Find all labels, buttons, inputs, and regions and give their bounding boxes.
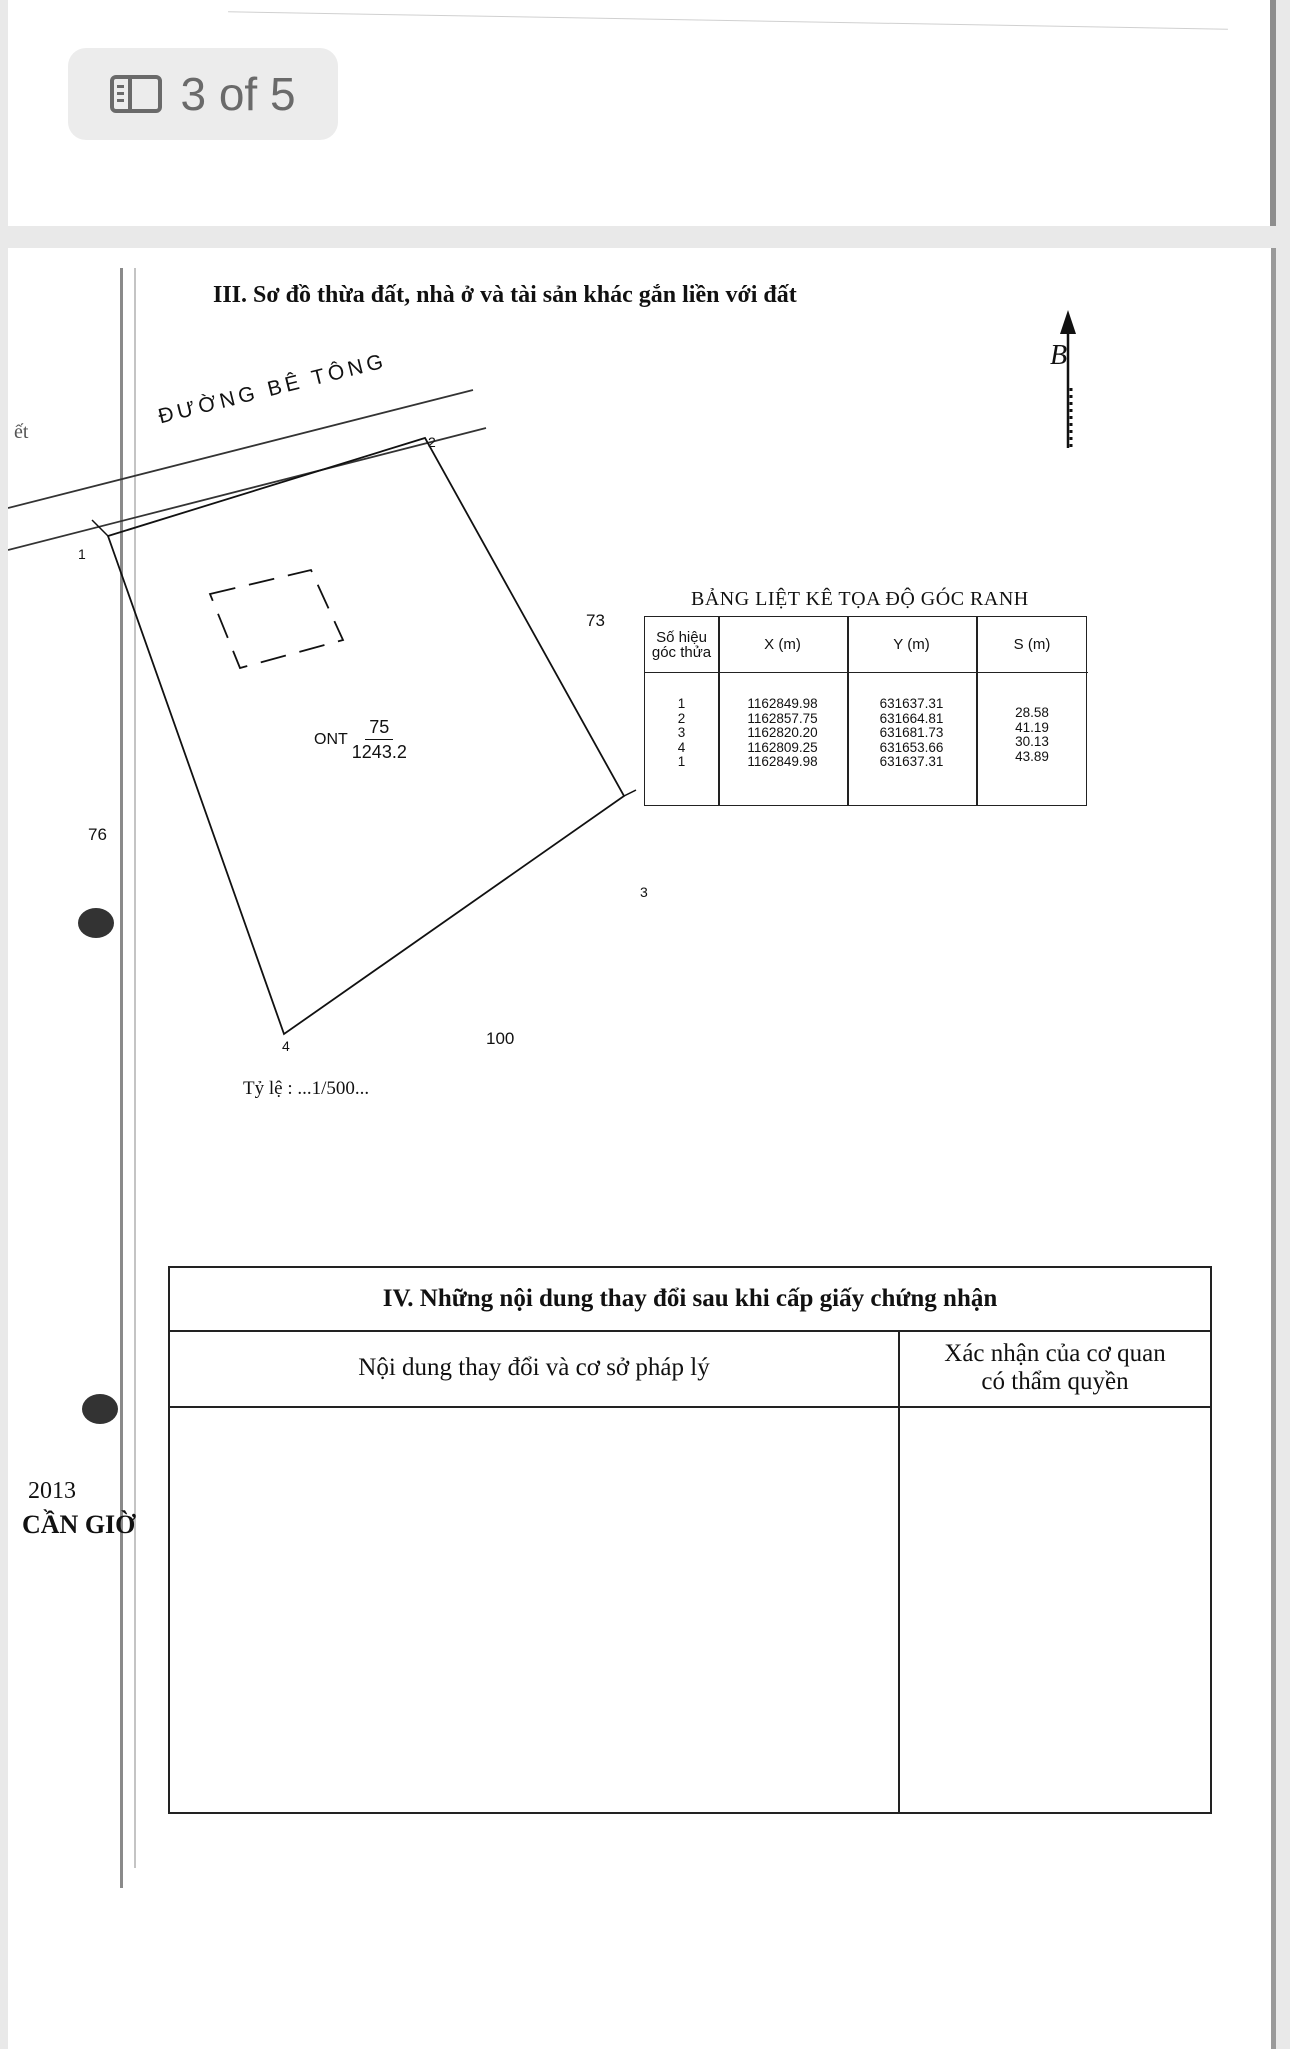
north-arrow-icon — [1038, 308, 1098, 458]
north-label: B — [1050, 340, 1068, 371]
table-cell: 631637.31 — [879, 754, 944, 769]
y-column — [847, 697, 976, 770]
section3-title: III. Sơ đồ thừa đất, nhà ở và tài sản khác gắn liền với đất — [213, 282, 797, 308]
parcel-label — [314, 715, 407, 764]
header-x: X (m) — [718, 617, 847, 673]
table-cell: 43.89 — [1015, 748, 1049, 764]
corner-label-4: 4 — [282, 1038, 290, 1054]
document-page — [8, 248, 1276, 2049]
confirmation-line2: có thẩm quyền — [981, 1368, 1129, 1395]
table-cell: 1162809.25 — [747, 739, 818, 755]
corner-label-2: 2 — [428, 434, 436, 450]
scale-text: Tỷ lệ : ...1/500... — [243, 1078, 370, 1099]
table-cell: 1162849.98 — [747, 696, 818, 711]
corner-label-3: 3 — [640, 884, 648, 900]
table-cell: 631637.31 — [879, 696, 944, 711]
corner-column — [645, 697, 718, 770]
table-cell: 1 — [677, 696, 686, 711]
parcel-number: 75 — [365, 715, 393, 740]
road-label: ĐƯỜNG BÊ TÔNG — [156, 349, 390, 429]
stamp-year: 2013 — [28, 1478, 76, 1504]
table-cell: 41.19 — [1015, 719, 1049, 735]
x-column — [718, 697, 847, 770]
neighbor-parcel-left: 76 — [88, 825, 107, 844]
header-s: S (m) — [976, 617, 1088, 673]
punch-hole — [82, 1394, 118, 1424]
section4-col-changes: Nội dung thay đổi và cơ sở pháp lý — [170, 1330, 900, 1408]
confirmation-line1: Xác nhận của cơ quan — [944, 1340, 1166, 1367]
table-cell: 1 — [677, 754, 686, 769]
section4-col-confirmation — [900, 1330, 1210, 1408]
neighbor-parcel-right: 73 — [586, 611, 605, 630]
table-cell: 30.13 — [1015, 734, 1049, 749]
header-corner-id: Số hiệu góc thửa — [645, 617, 718, 673]
edge-text: ết — [14, 421, 29, 443]
table-cell: 631653.66 — [879, 739, 944, 755]
section4-table — [168, 1266, 1212, 1814]
s-column — [976, 706, 1088, 764]
land-type-code: ONT — [314, 730, 348, 748]
neighbor-parcel-bottom: 100 — [486, 1029, 515, 1048]
table-cell: 28.58 — [1015, 705, 1049, 720]
parcel-area: 1243.2 — [351, 742, 407, 762]
table-cell: 2 — [677, 710, 686, 726]
document-pages-icon — [110, 75, 162, 113]
scan-line — [228, 11, 1228, 29]
table-cell: 3 — [677, 725, 686, 740]
table-cell: 1162849.98 — [747, 754, 818, 769]
coord-table-title: BẢNG LIỆT KÊ TỌA ĐỘ GÓC RANH — [691, 588, 1029, 610]
table-cell: 631681.73 — [879, 725, 944, 740]
corner-label-1: 1 — [78, 546, 86, 562]
table-cell: 4 — [677, 739, 686, 755]
header-y: Y (m) — [847, 617, 976, 673]
coord-table — [644, 616, 1087, 806]
page-indicator-badge[interactable] — [68, 48, 338, 140]
section4-title: IV. Những nội dung thay đổi sau khi cấp giấy chứng nhận — [170, 1268, 1210, 1332]
table-cell: 631664.81 — [879, 710, 944, 726]
page-indicator-text: 3 of 5 — [180, 68, 296, 120]
table-cell: 1162820.20 — [747, 725, 818, 740]
table-cell: 1162857.75 — [747, 710, 818, 726]
previous-page-fragment — [8, 0, 1276, 226]
table-divider — [898, 1408, 900, 1812]
stamp-place: CẦN GIỜ — [22, 1510, 136, 1539]
